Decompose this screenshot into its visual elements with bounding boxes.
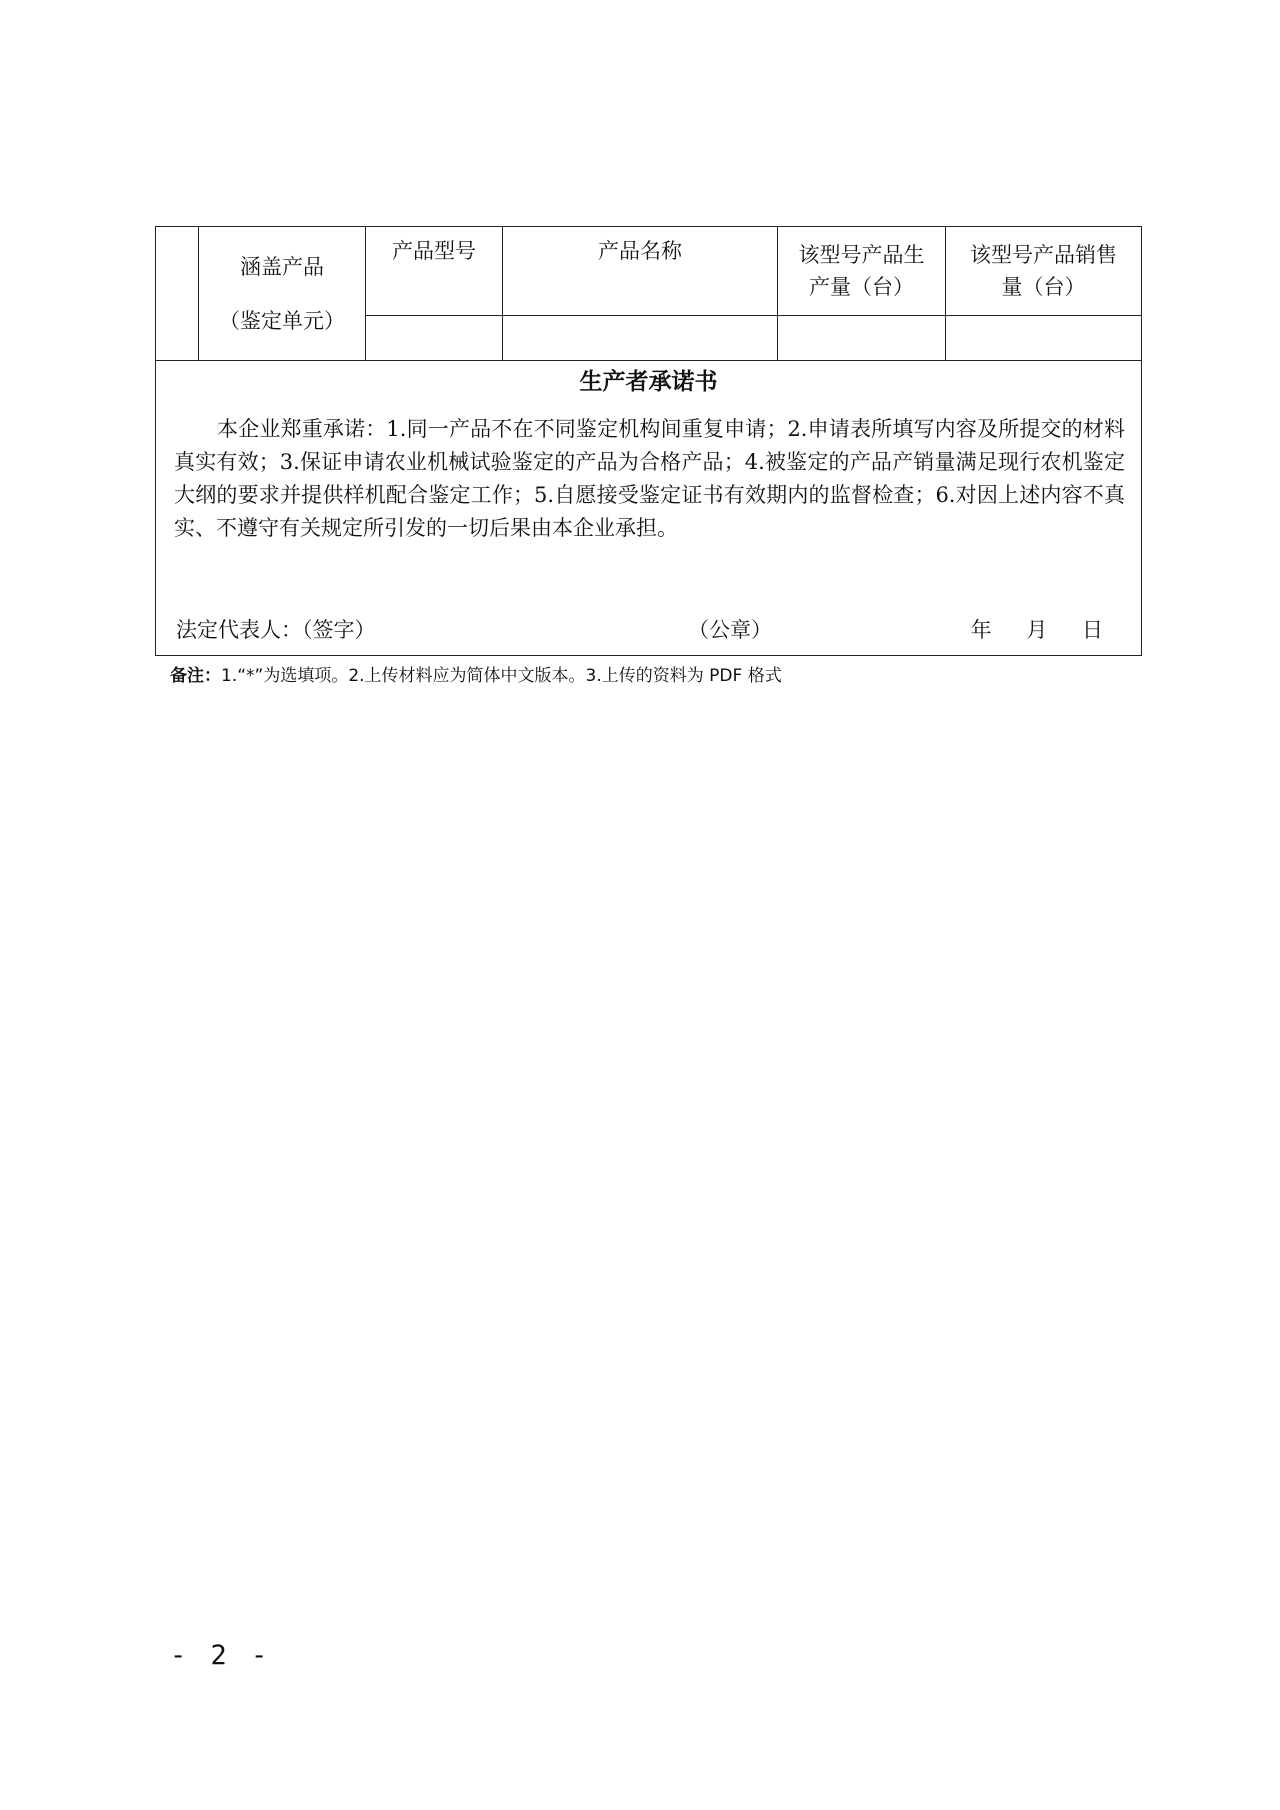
signature-date[interactable]: 年 月 日 (970, 618, 1103, 642)
remarks-text: 1.“*”为选填项。2.上传材料应为简体中文版本。3.上传的资料为 PDF 格式 (221, 666, 782, 686)
header-production-unit: 产量（台） (809, 275, 914, 299)
application-form-table (155, 226, 1142, 656)
production-input-cell[interactable] (778, 316, 946, 361)
pledge-section (156, 361, 1142, 656)
header-cover-product (199, 227, 366, 361)
header-cover-product-label: 涵盖产品 (240, 254, 324, 279)
header-production-label: 该型号产品生 (798, 243, 925, 267)
header-name (503, 227, 778, 316)
header-sales-unit: 量（台） (1001, 275, 1086, 299)
header-sales (946, 227, 1142, 316)
header-model-label: 产品型号 (392, 239, 476, 263)
left-margin-cell (156, 227, 199, 361)
remarks (170, 664, 782, 688)
remarks-label: 备注： (170, 666, 221, 686)
header-model (366, 227, 503, 316)
company-seal: （公章） (688, 618, 772, 642)
page-number: - 2 - (170, 1640, 272, 1671)
model-input-cell[interactable] (366, 316, 503, 361)
name-input-cell[interactable] (503, 316, 778, 361)
header-production (778, 227, 946, 316)
header-cover-product-sublabel: （鉴定单元） (219, 308, 345, 333)
legal-rep-signature[interactable]: 法定代表人：（签字） (176, 618, 376, 642)
pledge-title: 生产者承诺书 (579, 369, 718, 395)
signature-row (176, 615, 1103, 645)
sales-input-cell[interactable] (946, 316, 1142, 361)
header-name-label: 产品名称 (598, 239, 682, 263)
pledge-body: 本企业郑重承诺：1.同一产品不在不同鉴定机构间重复申请；2.申请表所填写内容及所提交的材料真实有效；3.保证申请农业机械试验鉴定的产品为合格产品；4.被鉴定的产品产销量满足现行农机鉴定大纲的要求并提供样机配合鉴定工作；5.自愿接受鉴定证书有效期内的监督检查；6.对因上述内容不真实、不遵守有关规定所引发的一切后果由本企业承担。 (174, 417, 1125, 540)
header-sales-label: 该型号产品销售 (970, 243, 1117, 267)
